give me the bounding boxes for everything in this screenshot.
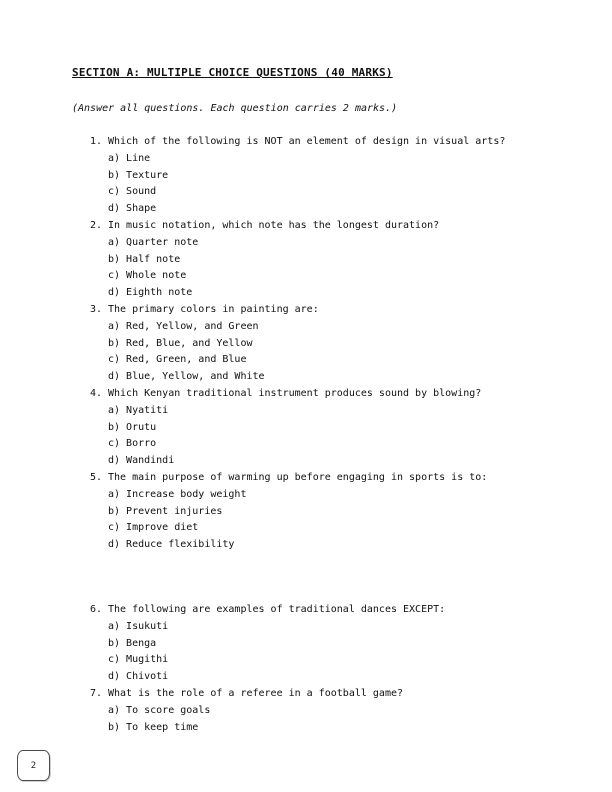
answer-option: a) Red, Yellow, and Green bbox=[108, 320, 259, 332]
question-number: 7. bbox=[90, 687, 103, 699]
answer-option: c) Borro bbox=[108, 438, 157, 450]
answer-option: c) Improve diet bbox=[108, 522, 199, 534]
answer-option: a) Line bbox=[108, 152, 151, 164]
answer-option: d) Chivoti bbox=[108, 671, 169, 683]
answer-option: a) Quarter note bbox=[108, 236, 199, 248]
answer-option: b) Benga bbox=[108, 637, 157, 649]
question-text: In music notation, which note has the longest duration? bbox=[108, 219, 440, 231]
answer-option: c) Whole note bbox=[108, 270, 187, 282]
question-item bbox=[90, 134, 562, 218]
question-number: 2. bbox=[90, 219, 103, 231]
answer-option: a) Isukuti bbox=[108, 620, 169, 632]
question-line bbox=[90, 218, 562, 235]
question-text: What is the role of a referee in a football game? bbox=[108, 687, 404, 699]
answer-option: c) Red, Green, and Blue bbox=[108, 354, 247, 366]
question-line bbox=[90, 302, 562, 319]
question-text: Which Kenyan traditional instrument produces sound by blowing? bbox=[108, 387, 482, 399]
page-number: 2 bbox=[30, 760, 37, 771]
answer-option: d) Shape bbox=[108, 203, 157, 215]
question-line bbox=[90, 686, 562, 703]
answer-option: b) Orutu bbox=[108, 421, 157, 433]
answer-option: b) Red, Blue, and Yellow bbox=[108, 337, 253, 349]
question-number: 4. bbox=[90, 387, 103, 399]
answer-option: d) Wandindi bbox=[108, 455, 175, 467]
answer-option: b) Prevent injuries bbox=[108, 505, 223, 517]
question-line bbox=[90, 602, 562, 619]
answer-option: c) Sound bbox=[108, 186, 157, 198]
page-number-badge bbox=[17, 750, 50, 781]
question-text: Which of the following is NOT an element of design in visual arts? bbox=[108, 136, 506, 147]
question-line bbox=[90, 386, 562, 403]
answer-option: d) Blue, Yellow, and White bbox=[108, 371, 265, 383]
question-item bbox=[90, 686, 562, 736]
answer-option: d) Eighth note bbox=[108, 287, 193, 299]
questions-list bbox=[90, 134, 562, 736]
answer-option: b) To keep time bbox=[108, 721, 199, 733]
answer-option: c) Mugithi bbox=[108, 654, 169, 666]
instructions-line: (Answer all questions. Each question carries 2 marks.) bbox=[72, 103, 398, 114]
question-text: The primary colors in painting are: bbox=[108, 303, 319, 315]
question-number: 1. bbox=[90, 136, 103, 147]
question-item bbox=[90, 302, 562, 386]
answer-option: b) Half note bbox=[108, 253, 181, 265]
answer-option: a) To score goals bbox=[108, 704, 211, 716]
question-item bbox=[90, 218, 562, 302]
answer-option: b) Texture bbox=[108, 169, 169, 181]
answer-option: a) Increase body weight bbox=[108, 488, 247, 500]
question-line bbox=[90, 134, 562, 151]
question-number: 3. bbox=[90, 303, 103, 315]
answer-option: d) Reduce flexibility bbox=[108, 539, 235, 551]
question-item bbox=[90, 470, 562, 554]
answer-option: a) Nyatiti bbox=[108, 404, 169, 416]
question-item bbox=[90, 386, 562, 470]
section-title: SECTION A: MULTIPLE CHOICE QUESTIONS (40 MARKS) bbox=[72, 66, 393, 79]
question-number: 5. bbox=[90, 471, 103, 483]
question-text: The main purpose of warming up before engaging in sports is to: bbox=[108, 471, 488, 483]
question-line bbox=[90, 470, 562, 487]
question-text: The following are examples of traditional dances EXCEPT: bbox=[108, 603, 446, 615]
question-item bbox=[90, 602, 562, 686]
question-number: 6. bbox=[90, 603, 103, 615]
